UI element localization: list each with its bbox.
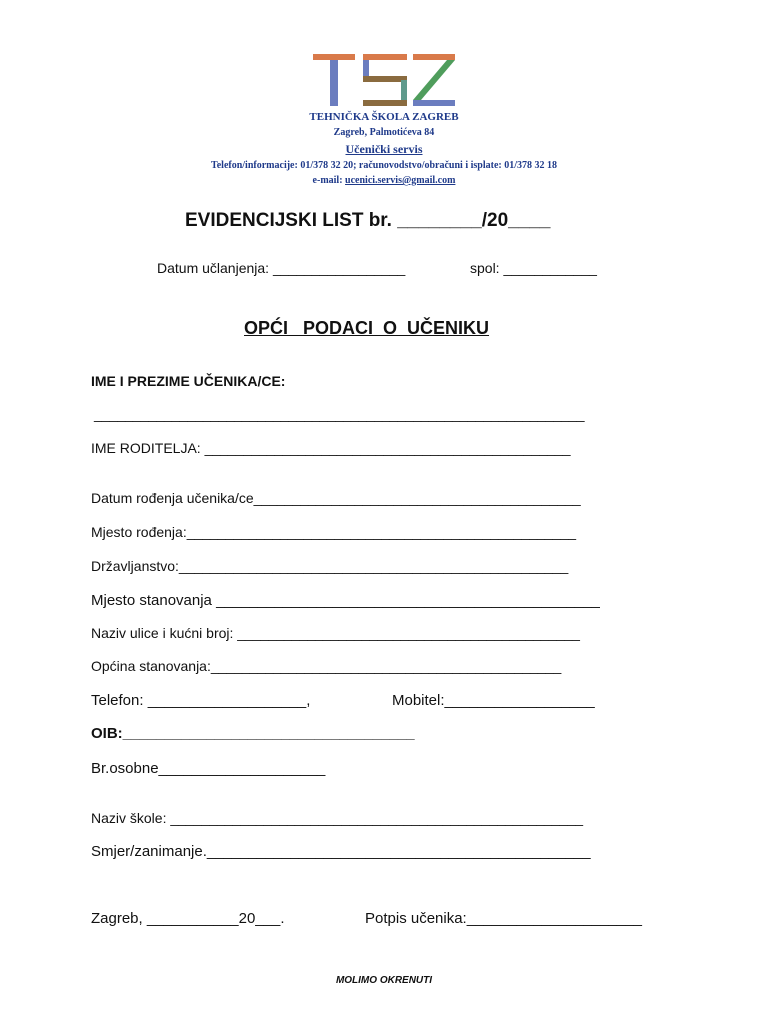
place-date-field[interactable]: Zagreb, ___________20___.: [91, 910, 285, 927]
school-name: TEHNIČKA ŠKOLA ZAGREB: [309, 111, 459, 123]
citizenship-field[interactable]: Državljanstvo:__________________________________________________: [91, 558, 569, 574]
turn-over-note: MOLIMO OKRENUTI: [335, 975, 433, 986]
student-name-field[interactable]: _______________________________________________________________: [94, 406, 585, 422]
oib-field[interactable]: OIB:___________________________________: [91, 725, 415, 742]
residence-field[interactable]: Mjesto stanovanja ______________________________________________: [91, 592, 600, 609]
id-card-field[interactable]: Br.osobne____________________: [91, 760, 326, 777]
document-title: EVIDENCIJSKI LIST br. ________/20____: [185, 210, 551, 231]
parent-name-field[interactable]: IME RODITELJA: _______________________________________________: [91, 440, 571, 456]
mobile-field[interactable]: Mobitel:__________________: [392, 692, 595, 709]
signature-field[interactable]: Potpis učenika:_____________________: [365, 910, 642, 927]
email-label: e-mail:: [312, 175, 343, 186]
birth-place-field[interactable]: Mjesto rođenja:__________________________________________________: [91, 524, 577, 540]
email-line: [0, 175, 768, 186]
school-logo: [313, 54, 455, 108]
membership-date-field[interactable]: Datum učlanjenja: _________________: [157, 260, 406, 276]
phone-field[interactable]: Telefon: ___________________,: [91, 692, 311, 709]
school-name-field[interactable]: Naziv škole: _____________________________________________________: [91, 810, 584, 826]
section-title: OPĆI PODACI O UČENIKU: [244, 318, 490, 338]
email-link[interactable]: ucenici.servis@gmail.com: [345, 175, 456, 186]
gender-field[interactable]: spol: ____________: [470, 260, 597, 276]
municipality-field[interactable]: Općina stanovanja:_____________________________________________: [91, 658, 562, 674]
street-field[interactable]: Naziv ulice i kućni broj: ____________________________________________: [91, 625, 580, 641]
major-field[interactable]: Smjer/zanimanje.______________________________________________: [91, 843, 591, 860]
birth-date-field[interactable]: Datum rođenja učenika/ce__________________________________________: [91, 490, 581, 506]
service-name: Učenički servis: [345, 142, 423, 156]
student-name-label: IME I PREZIME UČENIKA/CE:: [91, 373, 286, 389]
phone-info: Telefon/informacije: 01/378 32 20; računovodstvo/obračuni i isplate: 01/378 32 18: [210, 160, 557, 171]
school-address: Zagreb, Palmotićeva 84: [333, 127, 435, 138]
